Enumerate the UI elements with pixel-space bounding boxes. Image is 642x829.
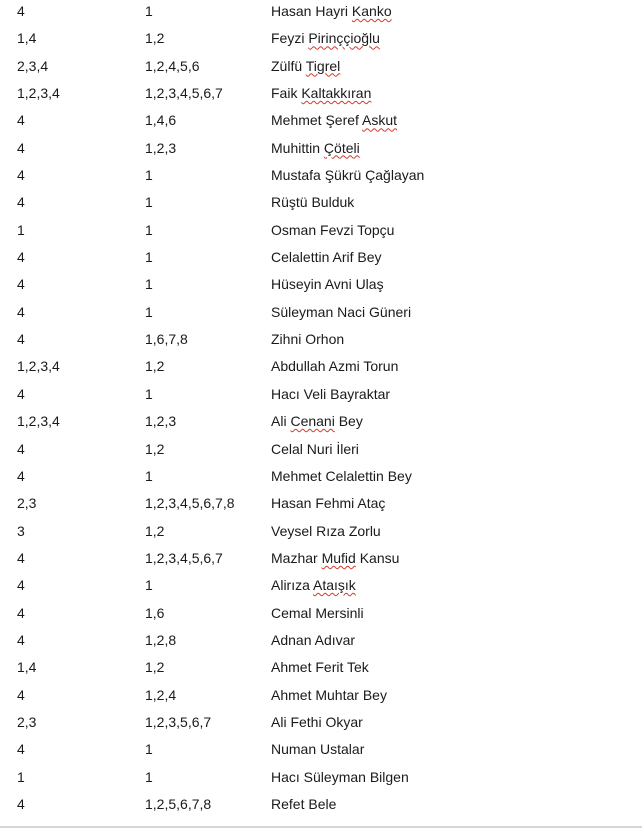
table-row [0,55,642,82]
cell-col1: 4 [17,604,25,621]
cell-col2: 1 [145,385,153,402]
table-row [0,273,642,300]
cell-col1: 1 [17,221,25,238]
cell-name [271,383,390,406]
table-row [0,164,642,191]
cell-name [271,684,387,707]
name-text: Feyzi [271,30,309,47]
table-row [0,355,642,382]
cell-col1: 4 [17,577,25,594]
cell-col2: 1,2,3,5,6,7 [145,713,212,730]
cell-name [271,137,360,160]
name-text: Kansu [355,549,400,566]
name-text: Celalettin Arif Bey [271,249,382,266]
table-row [0,410,642,437]
cell-col2: 1 [145,167,153,184]
name-text: Numan Ustalar [271,741,365,758]
cell-col2: 1 [145,3,153,19]
cell-name [271,328,344,351]
name-text: Abdullah Azmi Torun [271,358,399,375]
cell-col2: 1,2,4,5,6 [145,57,200,74]
table-row [0,328,642,355]
cell-name [271,711,363,734]
cell-col1: 4 [17,167,25,184]
misspelled-word: Tigrel [305,57,341,74]
cell-col1: 4 [17,194,25,211]
cell-col2: 1,2 [145,522,165,539]
cell-name [271,602,364,625]
cell-col2: 1,2,3,4,5,6,7,8 [145,495,235,512]
table-row [0,82,642,109]
page-bottom-border [0,826,642,828]
name-text: Mehmet Celalettin Bey [271,467,412,484]
cell-name [271,738,364,761]
table-row [0,602,642,629]
misspelled-word: Kaltakkıran [301,85,372,102]
cell-col1: 1,2,3,4 [17,413,60,430]
cell-name [271,27,380,50]
cell-col2: 1,6,7,8 [145,331,188,348]
table-row [0,438,642,465]
cell-col1: 4 [17,385,25,402]
cell-col2: 1,2,3 [145,139,177,156]
cell-name [271,629,355,652]
cell-name [271,164,424,187]
name-text: Rüştü Bulduk [271,194,355,211]
cell-col2: 1 [145,303,153,320]
cell-col1: 4 [17,467,25,484]
cell-col2: 1 [145,249,153,266]
table-row [0,0,642,27]
table-row [0,684,642,711]
cell-col2: 1,2 [145,30,165,47]
name-text: Hasan Hayri [271,3,352,19]
cell-col2: 1,2,3 [145,413,177,430]
name-text: Veysel Rıza Zorlu [271,522,381,539]
name-text: Adnan Adıvar [271,631,356,648]
misspelled-word: Ataışık [313,577,356,594]
name-text: Mehmet Şeref [271,112,363,129]
cell-col2: 1 [145,276,153,293]
cell-name [271,0,392,23]
table-row [0,574,642,601]
cell-col1: 1 [17,768,25,785]
cell-col2: 1 [145,768,153,785]
cell-col2: 1,2,8 [145,631,177,648]
table-row [0,520,642,547]
name-text: Muhittin [271,139,324,156]
cell-name [271,547,399,570]
cell-col2: 1,6 [145,604,165,621]
name-text: Osman Fevzi Topçu [271,221,395,238]
table-row [0,246,642,273]
name-text: Ali Fethi Okyar [271,713,363,730]
cell-col1: 1,2,3,4 [17,85,60,102]
cell-col1: 4 [17,795,25,812]
cell-col2: 1 [145,577,153,594]
table-row [0,738,642,765]
misspelled-word: Kanko [351,3,392,19]
name-text: Hacı Veli Bayraktar [271,385,391,402]
name-text: Zihni Orhon [271,331,345,348]
cell-col1: 4 [17,3,25,19]
cell-name [271,246,382,269]
cell-col1: 4 [17,631,25,648]
cell-name [271,82,371,105]
table-row [0,793,642,820]
table-row [0,383,642,410]
cell-name [271,438,359,461]
cell-name [271,55,340,78]
table-row [0,301,642,328]
misspelled-word: Pirinççioğlu [308,30,380,47]
cell-name [271,109,397,132]
cell-name [271,656,369,679]
cell-col1: 1,4 [17,659,37,676]
table-row [0,492,642,519]
cell-col1: 4 [17,112,25,129]
cell-col1: 4 [17,331,25,348]
misspelled-word: Cenani [290,413,335,430]
cell-col1: 1,4 [17,30,37,47]
name-text: Hasan Fehmi Ataç [271,495,386,512]
name-text: Alirıza [271,577,314,594]
cell-col2: 1,2,3,4,5,6,7 [145,85,223,102]
cell-col1: 4 [17,303,25,320]
cell-col1: 2,3,4 [17,57,49,74]
cell-name [271,410,363,433]
cell-name [271,191,354,214]
name-text: Ahmet Ferit Tek [271,659,369,676]
cell-col1: 1,2,3,4 [17,358,60,375]
name-text: Hüseyin Avni Ulaş [271,276,384,293]
cell-name [271,492,385,515]
name-text: Zülfü [271,57,306,74]
cell-name [271,219,394,242]
cell-col2: 1,2,5,6,7,8 [145,795,212,812]
cell-col1: 4 [17,741,25,758]
cell-name [271,766,409,789]
table-row [0,629,642,656]
misspelled-word: Askut [362,112,398,129]
cell-col1: 2,3 [17,713,37,730]
cell-col1: 4 [17,549,25,566]
table-row [0,191,642,218]
name-text: Bey [334,413,363,430]
name-text: Cemal Mersinli [271,604,364,621]
name-text: Faik [271,85,302,102]
table-row [0,465,642,492]
table-row [0,656,642,683]
cell-col2: 1 [145,194,153,211]
table-row [0,27,642,54]
name-text: Ali [271,413,291,430]
name-text: Hacı Süleyman Bilgen [271,768,409,785]
cell-col2: 1,2,4 [145,686,177,703]
misspelled-word: Çöteli [323,139,360,156]
table-row [0,547,642,574]
cell-col1: 3 [17,522,25,539]
cell-col2: 1 [145,221,153,238]
cell-col1: 4 [17,249,25,266]
table-row [0,219,642,246]
table-row [0,137,642,164]
cell-name [271,574,356,597]
name-text: Ahmet Muhtar Bey [271,686,387,703]
table-row [0,711,642,738]
cell-col2: 1,2 [145,440,165,457]
cell-col1: 4 [17,139,25,156]
cell-col2: 1,4,6 [145,112,177,129]
name-text: Mazhar [271,549,322,566]
cell-col2: 1,2 [145,659,165,676]
cell-name [271,520,381,543]
name-text: Mustafa Şükrü Çağlayan [271,167,425,184]
table-row [0,766,642,793]
cell-col2: 1,2,3,4,5,6,7 [145,549,223,566]
misspelled-word: Mufid [321,549,356,566]
cell-col2: 1,2 [145,358,165,375]
cell-name [271,793,336,816]
cell-col1: 4 [17,276,25,293]
cell-name [271,465,412,488]
table-row [0,109,642,136]
name-text: Refet Bele [271,795,337,812]
name-text: Süleyman Naci Güneri [271,303,412,320]
cell-name [271,301,411,324]
cell-col2: 1 [145,467,153,484]
cell-name [271,355,398,378]
cell-col2: 1 [145,741,153,758]
cell-name [271,273,384,296]
cell-col1: 4 [17,686,25,703]
cell-col1: 2,3 [17,495,37,512]
cell-col1: 4 [17,440,25,457]
name-text: Celal Nuri İleri [271,440,359,457]
